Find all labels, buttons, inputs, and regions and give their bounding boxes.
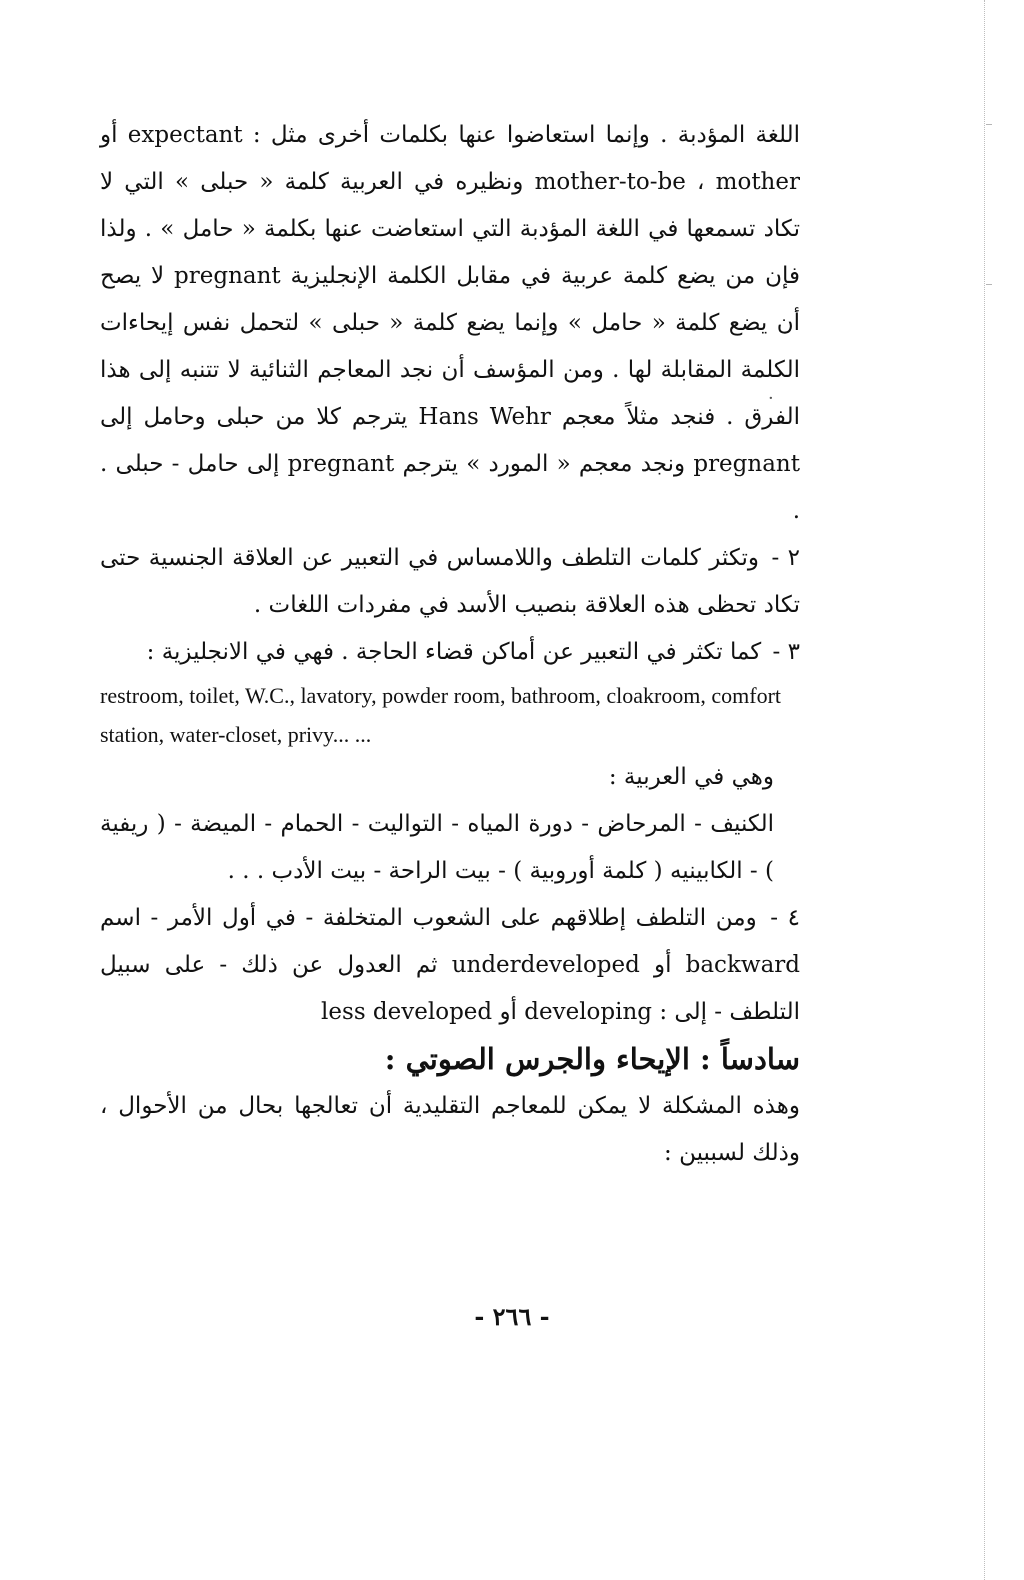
arabic-terms-intro: وهي في العربية :	[608, 764, 774, 790]
list-item-2	[100, 535, 800, 629]
list-item-3	[100, 629, 800, 676]
edge-tick	[986, 284, 992, 285]
list-item-text: كما تكثر في التعبير عن أماكن قضاء الحاجة . فهي في الانجليزية :	[146, 639, 762, 665]
english-terms-list: restroom, toilet, W.C., lavatory, powder room, bathroom, cloakroom, comfort station, water-closet, privy... ...	[100, 683, 782, 747]
page-edge-line	[984, 0, 985, 1580]
list-item-text: وتكثر كلمات التلطف واللامساس في التعبير عن العلاقة الجنسية حتى تكاد تحظى هذه العلاقة بنصيب الأسد في مفردات اللغات .	[100, 545, 800, 618]
edge-tick	[986, 124, 992, 125]
list-item-number: ٢ -	[771, 545, 800, 571]
paragraph-1: اللغة المؤدبة . وإنما استعاضوا عنها بكلمات أخرى مثل : expectant أو mother-to-be ، mother ونظيره في العربية كلمة « حبلى » التي لا تكاد تسمعها في اللغة المؤدبة التي استعاضت عنها بكلمة « حامل » . ولذا فإن من يضع كلمة عربية في مقابل الكلمة الإنجليزية pregnant لا يصح أن يضع كلمة « حامل » وإنما يضع كلمة « حبلى » لتحمل نفس إيحاءات الكلمة المقابلة لها . ومن المؤسف أن نجد المعاجم الثنائية لا تتنبه إلى هذا الفرق . فنجد مثلاً معجم Hans Wehr يترجم كلا من حبلى وحامل إلى pregnant ونجد معجم « المورد » يترجم pregnant إلى حامل - حبلى . .	[100, 122, 800, 524]
section-paragraph: وهذه المشكلة لا يمكن للمعاجم التقليدية أن تعالجها بحال من الأحوال ، وذلك لسببين :	[100, 1093, 800, 1166]
page-number: - ٢٦٦ -	[474, 1302, 550, 1331]
list-item-number: ٣ -	[772, 639, 800, 665]
list-item-4	[100, 895, 800, 1036]
section-heading: سادساً : الإيحاء والجرس الصوتي :	[384, 1042, 800, 1076]
stray-mark: ·	[768, 388, 774, 409]
page-body	[100, 112, 800, 1177]
list-item-number: ٤ -	[770, 905, 801, 931]
arabic-terms-list: الكنيف - المرحاض - دورة المياه - التواليت - الحمام - الميضة - ( ريفية ) - الكابينيه ( كلمة أوروبية ) - بيت الراحة - بيت الأدب . . .	[100, 811, 774, 884]
list-item-text: ومن التلطف إطلاقهم على الشعوب المتخلفة - في أول الأمر - اسم backward أو underdeveloped ثم العدول عن ذلك - على سبيل التلطف - إلى : developing أو less developed	[100, 905, 800, 1025]
